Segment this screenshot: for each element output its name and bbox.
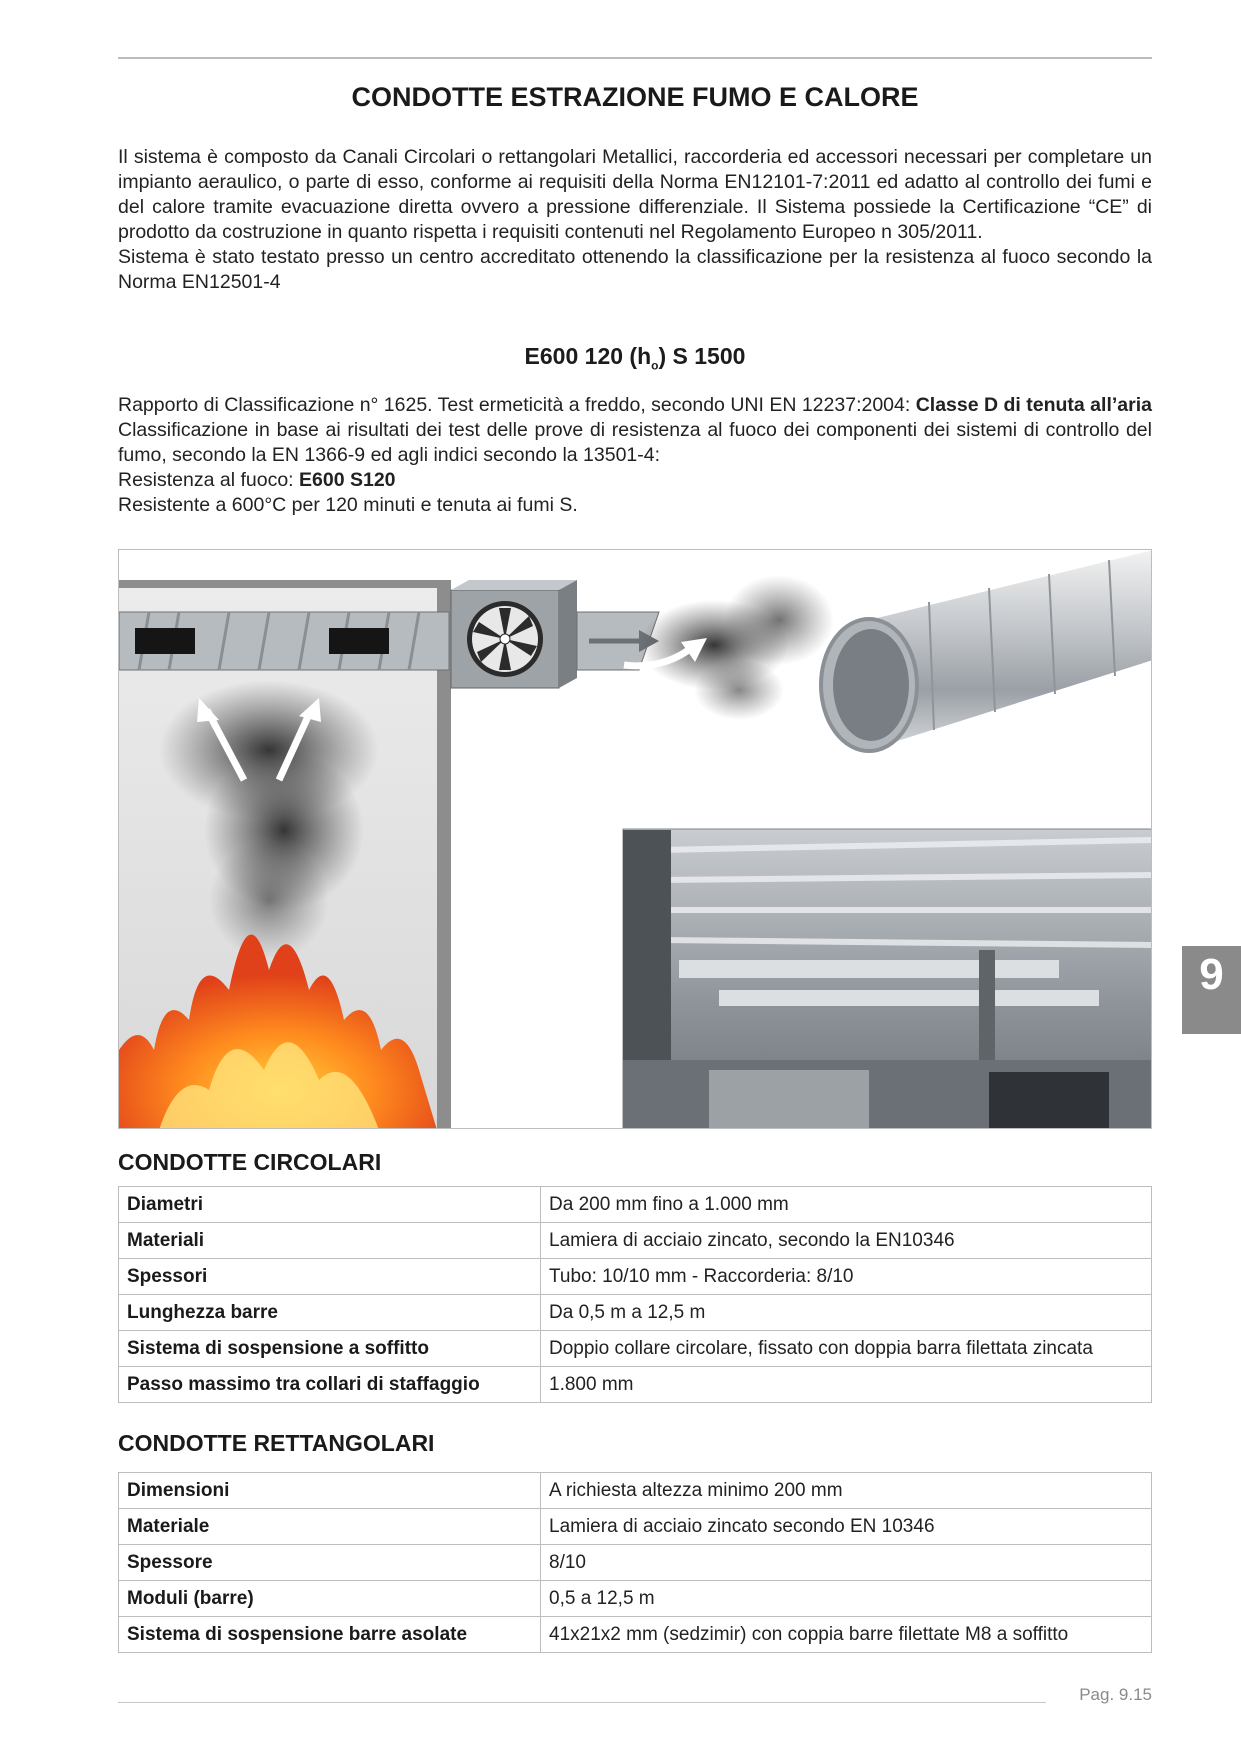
chapter-tab: 9 [1182,946,1241,1034]
row-value: 41x21x2 mm (sedzimir) con coppia barre filettate M8 a soffitto [541,1617,1152,1653]
table-row [119,1545,1152,1581]
table-row [119,1223,1152,1259]
row-label: Materiali [119,1223,541,1259]
table-row [119,1259,1152,1295]
table-row [119,1581,1152,1617]
row-value: Lamiera di acciaio zincato secondo EN 10346 [541,1509,1152,1545]
row-value: 8/10 [541,1545,1152,1581]
row-value: 0,5 a 12,5 m [541,1581,1152,1617]
row-label: Passo massimo tra collari di staffaggio [119,1367,541,1403]
resistance-line: Resistente a 600°C per 120 minuti e tenuta ai fumi S. [118,494,578,516]
row-label: Sistema di sospensione barre asolate [119,1617,541,1653]
row-value: 1.800 mm [541,1367,1152,1403]
fire-classification: E600 120 $(h_o)$ S 1500 [524,343,746,373]
report-paragraph [118,393,1152,518]
row-label: Diametri [119,1187,541,1223]
top-rule [118,57,1152,59]
row-value: Doppio collare circolare, fissato con doppia barra filettata zincata [541,1331,1152,1367]
smoke-vent-right [329,628,389,654]
smoke-vent-left [135,628,195,654]
table-row [119,1617,1152,1653]
circular-ducts-table [118,1186,1152,1403]
table-row [119,1187,1152,1223]
bottom-rule [118,1702,1046,1703]
table-row [119,1473,1152,1509]
spiral-duct-pipe [821,550,1152,751]
row-label: Spessore [119,1545,541,1581]
room-ceiling [119,580,451,588]
table-row [119,1367,1152,1403]
table-row [119,1295,1152,1331]
rectangular-ducts-table [118,1472,1152,1653]
circular-ducts-title: CONDOTTE CIRCOLARI [118,1149,382,1175]
figure-illustration [119,550,1152,1129]
fire-resistance-line: Resistenza al fuoco: E600 S120 [118,469,396,491]
intro-paragraph [118,145,1152,295]
row-value: Tubo: 10/10 mm - Raccorderia: 8/10 [541,1259,1152,1295]
row-label: Spessori [119,1259,541,1295]
row-label: Sistema di sospensione a soffitto [119,1331,541,1367]
row-label: Dimensioni [119,1473,541,1509]
row-label: Materiale [119,1509,541,1545]
row-value: Da 200 mm fino a 1.000 mm [541,1187,1152,1223]
page-title: CONDOTTE ESTRAZIONE FUMO E CALORE [351,82,919,112]
intro-paragraph-1: Il sistema è composto da Canali Circolari o rettangolari Metallici, raccorderia ed accessori necessari per completare un impianto aeraulico, o parte di esso, conforme ai requisiti della Norma EN12101-7:2011 ed adatto al controllo dei fumi e del calore tramite evacuazione diretta ovvero a pressione differenziale. Il Sistema possiede la Certificazione “CE” di prodotto da costruzione in quanto rispetta i requisiti contenuti nel Regolamento Europeo n 305/2011. [118,146,1152,243]
table-row [119,1509,1152,1545]
row-value: A richiesta altezza minimo 200 mm [541,1473,1152,1509]
row-value: Da 0,5 m a 12,5 m [541,1295,1152,1331]
intro-paragraph-2: Sistema è stato testato presso un centro accreditato ottenendo la classificazione per la resistenza al fuoco secondo la Norma EN12501-4 [118,246,1152,293]
row-label: Lunghezza barre [119,1295,541,1331]
smoke-extraction-figure [118,549,1152,1129]
industrial-hall-photo [623,829,1152,1129]
report-text: Rapporto di Classificazione n° 1625. Test ermeticità a freddo, secondo UNI EN 12237:2004: Classe D di tenuta all’aria Classificazione in base ai risultati dei test delle prove di resistenza al fuoco dei componenti dei sistemi di controllo del fumo, secondo la EN 1366-9 ed agli indici secondo la 13501-4: [118,394,1152,466]
row-value: Lamiera di acciaio zincato, secondo la EN10346 [541,1223,1152,1259]
rectangular-ducts-title: CONDOTTE RETTANGOLARI [118,1430,435,1456]
page-number: Pag. 9.15 [1079,1685,1152,1704]
table-row [119,1331,1152,1367]
row-label: Moduli (barre) [119,1581,541,1617]
